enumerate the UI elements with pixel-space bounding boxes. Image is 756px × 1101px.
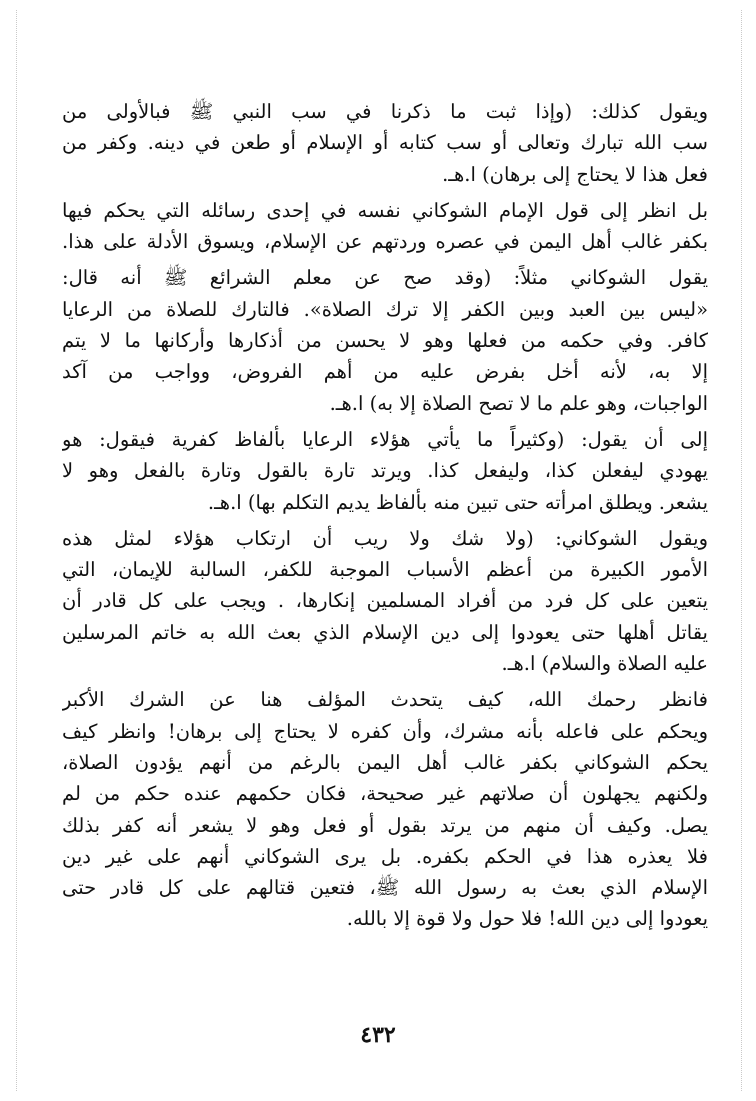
text-line: فعل هذا لا يحتاج إلى برهان) ا.هـ. — [442, 162, 708, 186]
text-line: ويقول كذلك: (وإذا ثبت ما ذكرنا في سب النبي ﷺ فبالأولى من — [62, 100, 708, 123]
text-line: بكفر غالب أهل اليمن في عصره وردتهم عن الإسلام، ويسوق الأدلة على هذا. — [62, 230, 708, 254]
paragraph — [62, 684, 708, 934]
paragraph — [62, 262, 708, 418]
paragraph — [62, 195, 708, 258]
text-line: «ليس بين العبد وبين الكفر إلا ترك الصلاة». فالتارك للصلاة من الرعايا — [62, 297, 708, 321]
text-line: يقول الشوكاني مثلاً: (وقد صح عن معلم الشرائع ﷺ أنه قال: — [62, 266, 708, 290]
text-line: يتعين على كل فرد من أفراد المسلمين إنكارها، . ويجب على كل قادر أن — [62, 589, 708, 613]
text-line: يشعر. ويطلق امرأته حتى تبين منه بألفاظ يديم التكلم بها) ا.هـ. — [207, 490, 708, 514]
text-line: الأمور الكبيرة من أعظم الأسباب الموجبة للكفر، السالبة للإيمان، التي — [62, 558, 708, 582]
paragraph — [62, 424, 708, 518]
page-number: ٤٣٢ — [360, 1022, 396, 1048]
text-line: فانظر رحمك الله، كيف يتحدث المؤلف هنا عن الشرك الأكبر — [62, 688, 708, 712]
text-line: يعودوا إلى دين الله! فلا حول ولا قوة إلا بالله. — [346, 907, 708, 931]
text-line: بل انظر إلى قول الإمام الشوكاني نفسه في إحدى رسائله التي يحكم فيها — [62, 198, 708, 222]
scan-margin-dots-right — [741, 10, 742, 1091]
text-line: يحكم الشوكاني بكفر غالب أهل اليمن بالرغم من أنهم يؤدون الصلاة، — [62, 750, 708, 774]
text-line: ولكنهم يجهلون أن صلاتهم غير صحيحة، فكان حكمهم عنده حكم من لم — [62, 782, 708, 806]
text-line: عليه الصلاة والسلام) ا.هـ. — [501, 652, 708, 676]
text-line: الواجبات، وهو علم ما لا تصح الصلاة إلا به) ا.هـ. — [329, 391, 708, 415]
text-line: إلا به، لأنه أخل بفرض عليه من أهم الفروض، وواجب من آكد — [62, 360, 708, 384]
text-line: يقاتل أهلها حتى يعودوا إلى دين الإسلام الذي بعث الله به خاتم المرسلين — [62, 620, 708, 644]
scan-margin-dots-left — [16, 10, 17, 1091]
text-line: إلى أن يقول: (وكثيراً ما يأتي هؤلاء الرعايا بألفاظ كفرية فيقول: هو — [62, 427, 708, 451]
text-line: يهودي ليفعلن كذا، وليفعل كذا. ويرتد تارة بالقول وتارة بالفعل وهو لا — [62, 459, 708, 483]
text-line: كافر. وفي حكمه من فعلها وهو لا يحسن من أذكارها وأركانها ما لا يتم — [62, 329, 708, 353]
paragraph — [62, 523, 708, 679]
text-line: فلا يعذره هذا في الحكم بكفره. بل يرى الشوكاني أنهم على غير دين — [62, 844, 708, 868]
body-text — [62, 96, 708, 940]
text-line: ويحكم على فاعله بأنه مشرك، وأن كفره لا يحتاج إلى برهان! وانظر كيف — [62, 719, 708, 743]
text-line: ويقول الشوكاني: (ولا شك ولا ريب أن ارتكاب هؤلاء لمثل هذه — [62, 526, 708, 550]
paragraph — [62, 96, 708, 190]
text-line: يصل. وكيف أن منهم من يرتد بقول أو فعل وهو لا يشعر أنه كفر بذلك — [62, 813, 708, 837]
text-line: سب الله تبارك وتعالى أو سب كتابه أو الإسلام أو طعن في دينه. وكفر من — [62, 131, 708, 155]
text-line: الإسلام الذي بعث به رسول الله ﷺ، فتعين قتالهم على كل قادر حتى — [62, 876, 708, 900]
